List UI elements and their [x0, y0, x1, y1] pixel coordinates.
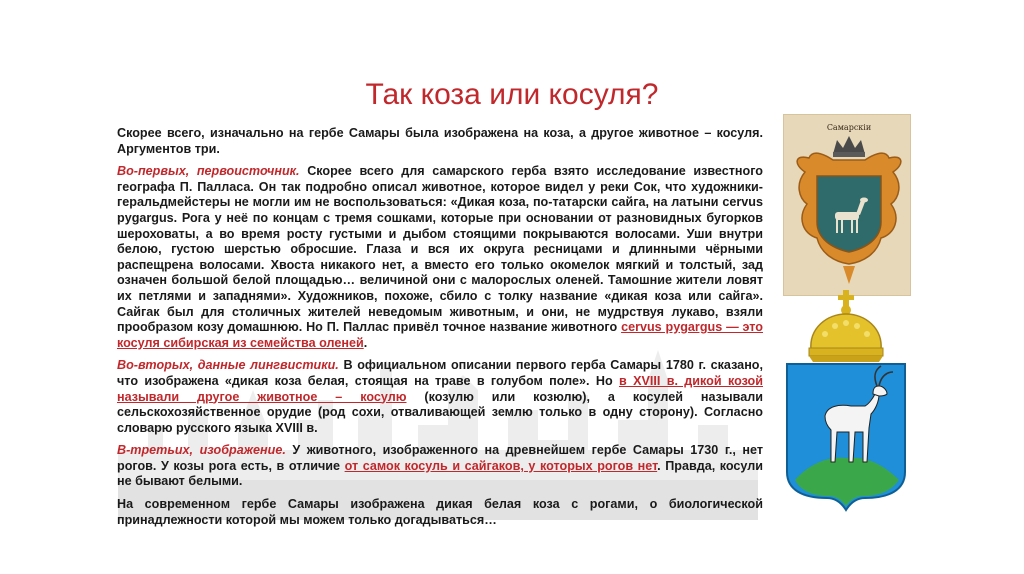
- paragraph: [117, 358, 763, 436]
- paragraph: [117, 164, 763, 351]
- body-text: [117, 126, 763, 535]
- paragraph: [117, 443, 763, 490]
- paragraph-text: .: [363, 335, 368, 350]
- paragraph-text: Скорее всего для самарского герба взято исследование известного географа П. Палласа. Он так подробно описал животное, которое видел у реки Сок, что художники-геральдмейстеры не могли им не воспользоваться: «Дикая коза, по-татарски сайга, на латыни cervus pygargus. Рога у неё по концам с тремя сошками, которые при основании от разновидных бугорков шероховаты, а во время росту густыми и дыбом стоящими покрываются волосами. Уши внутри белою, густою шерстью обросшие. Глаза и вся их округа ресницами и длинными чёрными распещрена волосами. Хвоста никакого нет, а вместо его только окомелок мягкий и толстый, зад означен большой белой площадью… величиной они с малорослых оленей. Тамошние жители ловят их петлями и западнями». Художников, похоже, сбило с толку название «дикая коза или сайга». Сайгак был для столичных жителей неведомым животным, и они, не мудрствуя лукаво, взяли прообразом козу домашнюю. Но П. Паллас привёл точное название животного: [117, 164, 763, 335]
- paragraph-lead: Во-вторых, данные лингвистики.: [117, 358, 339, 373]
- highlighted-phrase: cervus pygargus — это косуля сибирская из семейства оленей: [117, 320, 763, 350]
- paragraph: [117, 497, 763, 528]
- highlighted-phrase: в XVIII в. дикой козой называли другое животное – косулю: [117, 373, 763, 404]
- modern-coat-of-arms-image: [781, 290, 911, 512]
- paragraph-text: (козулю или козюлю), а косулей называли сельскохозяйственное орудие (род сохи, отваливающей землю только в одну сторону). Согласно словарю русского языка XVIII в.: [117, 389, 763, 435]
- slide-title: Так коза или косуля?: [365, 78, 659, 111]
- paragraph-text: У животного, изображенного на древнейшем гербе Самары 1730 г., нет рогов. У козы рога есть, в отличие: [117, 443, 763, 473]
- highlighted-phrase: от самок косуль и сайгаков, у которых рогов нет: [344, 458, 658, 473]
- paragraph: [117, 126, 763, 157]
- paragraph-text: На современном гербе Самары изображена дикая белая коза с рогами, о биологической принадлежности которой мы можем только догадываться…: [117, 497, 763, 527]
- paragraph-text: В официальном описании первого герба Самары 1780 г. сказано, что изображена «дикая коза белая, стоящая на траве в голубом поле». Но: [117, 358, 763, 388]
- paragraph-text: . Правда, косули не бывают белыми.: [117, 458, 763, 489]
- old-coat-caption: Самарскiи: [826, 123, 872, 132]
- old-coat-of-arms-image: [783, 114, 911, 296]
- paragraph-lead: Во-первых, первоисточник.: [117, 164, 300, 179]
- paragraph-text: Скорее всего, изначально на гербе Самары была изображена на коза, а другое животное – косуля. Аргументов три.: [117, 126, 763, 156]
- paragraph-lead: В-третьих, изображение.: [117, 443, 286, 458]
